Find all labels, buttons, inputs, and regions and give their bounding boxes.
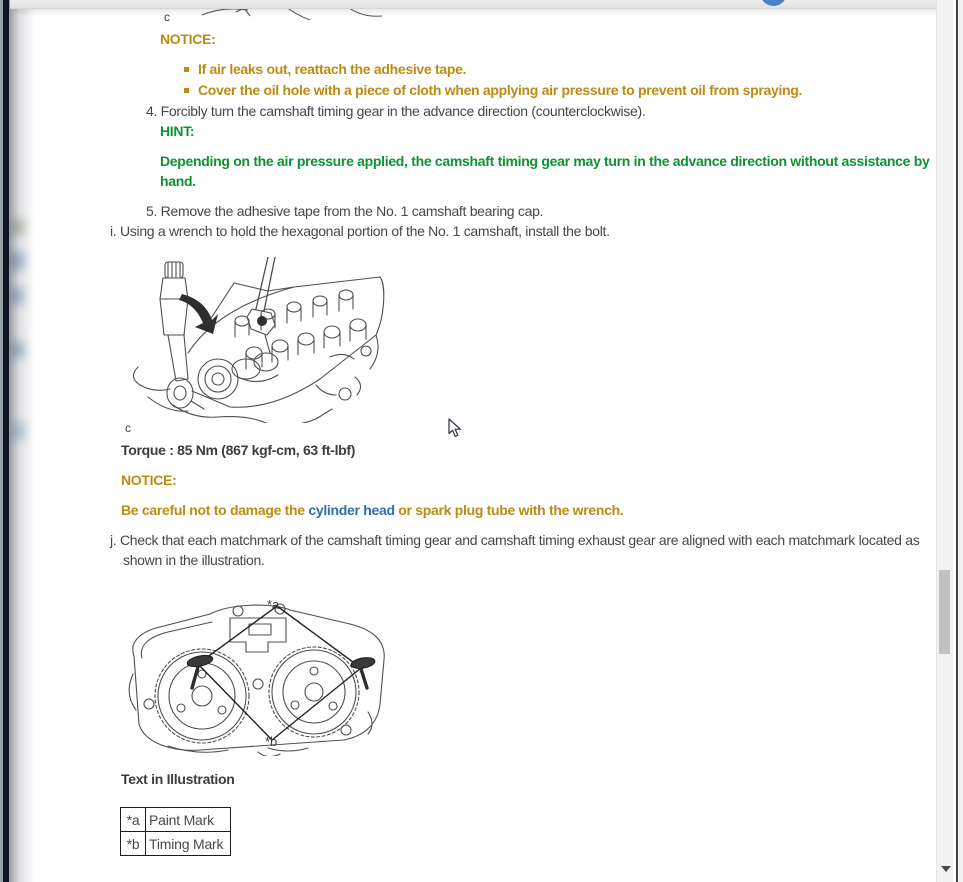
notice1-bullet-1 [184, 59, 466, 79]
step-5-number: 5. [146, 203, 158, 219]
illustration-camshaft-wrench [118, 257, 390, 423]
bullet-square-icon [184, 88, 189, 93]
table-cell-value: Timing Mark [146, 832, 231, 856]
notice1-bullet-2 [184, 80, 802, 100]
step-5 [146, 201, 543, 221]
background-window-top-bar [10, 0, 938, 9]
top-illustration-label-c: c [164, 10, 170, 24]
step-i-number: i. [110, 223, 117, 239]
step-4-number: 4. [146, 103, 158, 119]
notice2-text [121, 500, 623, 520]
notice1-bullet-1-text: If air leaks out, reattach the adhesive tape. [198, 61, 467, 77]
table-cell-key: *a [121, 808, 146, 832]
window-left-border [3, 0, 9, 882]
scrollbar-down-arrow-icon[interactable] [941, 866, 951, 872]
step-4 [146, 101, 645, 121]
step-j-text: Check that each matchmark of the camshaft timing gear and camshaft timing exhaust gear are aligned with each matchmark located as shown in the illustration. [120, 532, 920, 568]
cylinder-head-link[interactable]: cylinder head [308, 502, 395, 518]
step-j-number: j. [110, 532, 117, 548]
window-left-shadow [9, 0, 35, 882]
illustration2-label-a: *a [267, 597, 280, 612]
scrollbar-thumb[interactable] [939, 570, 950, 654]
torque-spec: Torque : 85 Nm (867 kgf-cm, 63 ft-lbf) [121, 442, 356, 458]
notice2-post: or spark plug tube with the wrench. [394, 502, 624, 518]
table-row [121, 808, 231, 832]
hint-text: Depending on the air pressure applied, the camshaft timing gear may turn in the advance direction without assistance by hand. [160, 153, 930, 189]
illustration2-label-b: *b [265, 734, 278, 749]
illustration-timing-gear-matchmarks [118, 584, 396, 756]
bullet-square-icon [184, 67, 189, 72]
table-row [121, 832, 231, 856]
vertical-scrollbar[interactable] [936, 0, 953, 882]
step-i-text: Using a wrench to hold the hexagonal portion of the No. 1 camshaft, install the bolt. [120, 223, 610, 239]
step-j [110, 530, 935, 570]
text-in-illustration-heading: Text in Illustration [121, 771, 235, 787]
step-4-text: Forcibly turn the camshaft timing gear in the advance direction (counterclockwise). [160, 103, 646, 119]
hint-title: HINT: [160, 123, 195, 139]
step-i [110, 221, 610, 241]
notice1-bullet-2-text: Cover the oil hole with a piece of cloth when applying air pressure to prevent oil from spraying. [198, 82, 803, 98]
step-5-text: Remove the adhesive tape from the No. 1 camshaft bearing cap. [160, 203, 544, 219]
illustration1-label-c: c [125, 421, 131, 435]
right-edge-area [958, 0, 963, 882]
mouse-cursor [448, 418, 463, 443]
table-cell-value: Paint Mark [146, 808, 231, 832]
notice1-title: NOTICE: [160, 31, 216, 47]
notice2-title: NOTICE: [121, 472, 177, 488]
window-right-border [956, 0, 958, 882]
table-cell-key: *b [121, 832, 146, 856]
text-in-illustration-table [120, 807, 231, 856]
notice2-pre: Be careful not to damage the [121, 502, 309, 518]
